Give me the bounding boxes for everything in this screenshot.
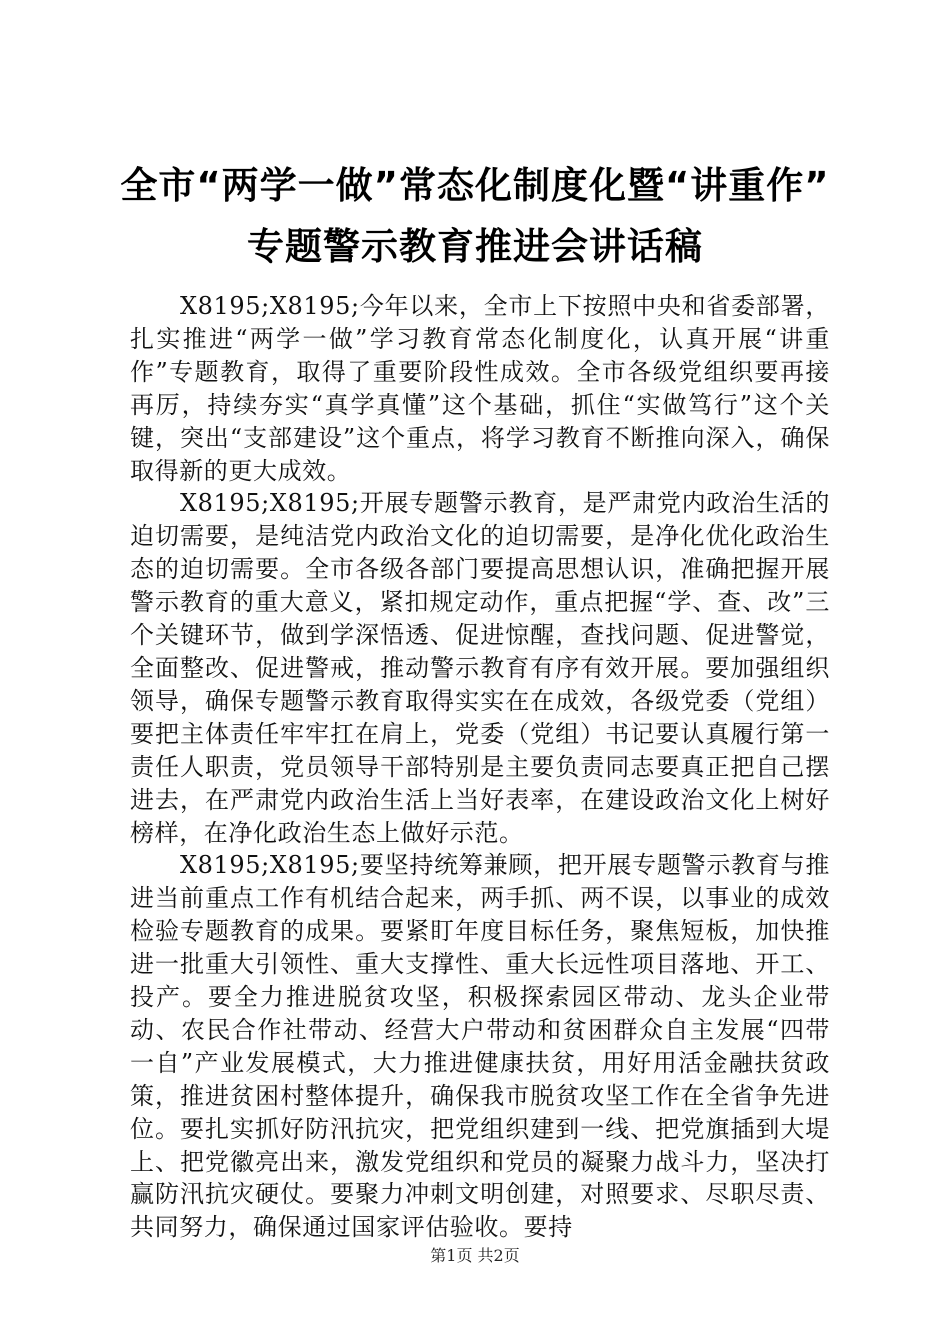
document-title-line-1: 全市“两学一做”常态化制度化暨“讲重作”	[120, 164, 830, 207]
body-paragraph-3: X8195;X8195;要坚持统筹兼顾，把开展专题警示教育与推进当前重点工作有机结合起来，两手抓、两不误，以事业的成效检验专题教育的成果。要紧盯年度目标任务，聚焦短板，加快推进一批重大引领性、重大支撑性、重大长远性项目落地、开工、投产。要全力推进脱贫攻坚，积极探索园区带动、龙头企业带动、农民合作社带动、经营大户带动和贫困群众自主发展“四带一自”产业发展模式，大力推进健康扶贫，用好用活金融扶贫政策，推进贫困村整体提升，确保我市脱贫攻坚工作在全省争先进位。要扎实抓好防汛抗灾，把党组织建到一线、把党旗插到大堤上、把党徽亮出来，激发党组织和党员的凝聚力战斗力，坚决打赢防汛抗灾硬仗。要聚力冲刺文明创建，对照要求、尽职尽责、共同努力，确保通过国家评估验收。要持	[130, 851, 830, 1242]
document-title-line-2: 专题警示教育推进会讲话稿	[247, 225, 703, 268]
body-paragraph-2: X8195;X8195;开展专题警示教育，是严肃党内政治生活的迫切需要，是纯洁党内政治文化的迫切需要，是净化优化政治生态的迫切需要。全市各级各部门要提高思想认识，准确把握开展警示教育的重大意义，紧扣规定动作，重点把握“学、查、改”三个关键环节，做到学深悟透、促进惊醒，查找问题、促进警觉，全面整改、促进警戒，推动警示教育有序有效开展。要加强组织领导，确保专题警示教育取得实实在在成效，各级党委（党组）要把主体责任牢牢扛在肩上，党委（党组）书记要认真履行第一责任人职责，党员领导干部特别是主要负责同志要真正把自己摆进去，在严肃党内政治生活上当好表率，在建设政治文化上树好榜样，在净化政治生态上做好示范。	[130, 489, 830, 847]
page-number-footer: 第1页 共2页	[430, 1246, 520, 1265]
body-paragraph-1: X8195;X8195;今年以来，全市上下按照中央和省委部署，扎实推进“两学一做”学习教育常态化制度化，认真开展“讲重作”专题教育，取得了重要阶段性成效。全市各级党组织要再接再厉，持续夯实“真学真懂”这个基础，抓住“实做笃行”这个关键，突出“支部建设”这个重点，将学习教育不断推向深入，确保取得新的更大成效。	[130, 292, 830, 485]
document-body	[130, 290, 830, 1244]
